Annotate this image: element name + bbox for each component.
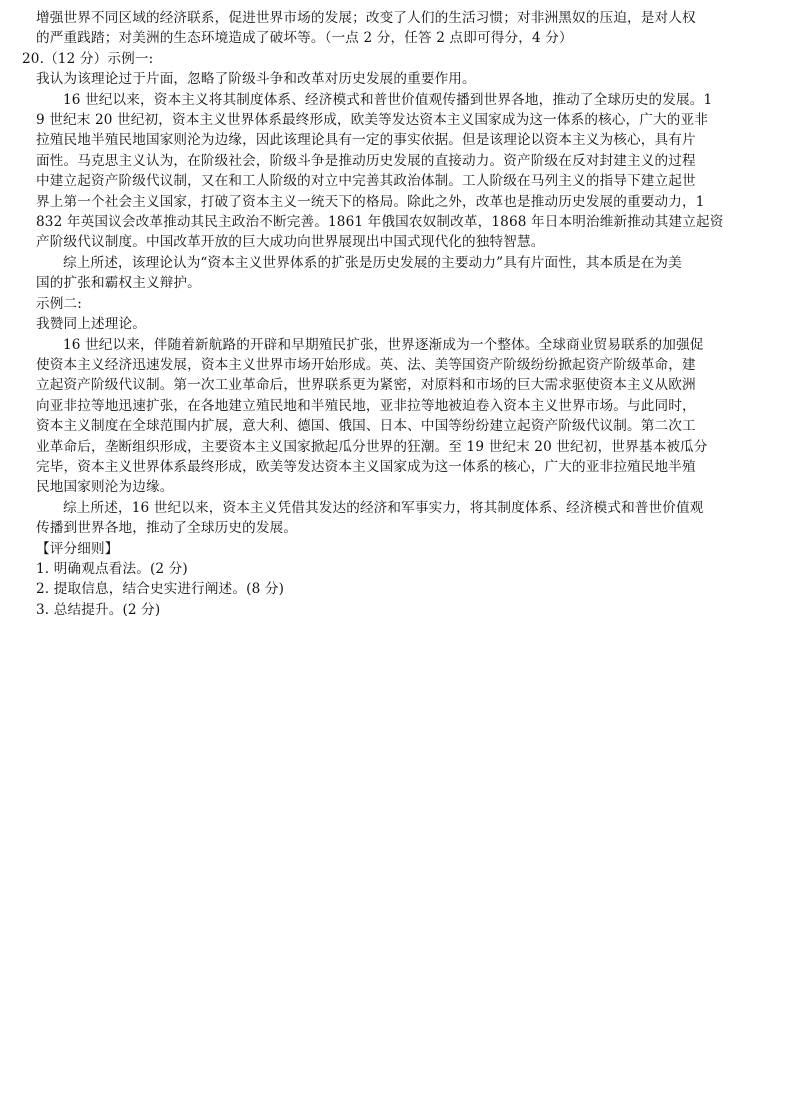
question-heading: 20.（12 分）示例一: [22,50,154,67]
text-line: 的严重践踏；对美洲的生态环境造成了破坏等。（一点 2 分，任答 2 点即可得分，4 分） [36,30,573,47]
text-line: 界上第一个社会主义国家，打破了资本主义一统天下的格局。除此之外，改革也是推动历史发展的重要动力，1 [36,193,705,210]
example-heading: 示例二: [36,295,82,312]
text-line: 综上所述，该理论认为“资本主义世界体系的扩张是历史发展的主要动力”具有片面性，其本质是在为美 [63,254,682,271]
scoring-item: 2. 提取信息，结合史实进行阐述。(8 分) [36,581,285,598]
text-line: 中建立起资产阶级代议制，又在和工人阶级的对立中完善其政治体制。工人阶级在马列主义的指导下建立起世 [36,173,696,190]
text-line: 9 世纪末 20 世纪初，资本主义世界体系最终形成，欧美等发达资本主义国家成为这一体系的核心，广大的亚非 [36,112,709,129]
scoring-item: 3. 总结提升。(2 分) [36,601,161,618]
text-line: 面性。马克思主义认为，在阶级社会，阶级斗争是推动历史发展的直接动力。资产阶级在反对封建主义的过程 [36,152,696,169]
text-line: 增强世界不同区域的经济联系，促进世界市场的发展；改变了人们的生活习惯；对非洲黑奴的压迫，是对人权 [36,10,696,26]
text-line: 我赞同上述理论。 [36,316,146,333]
text-line: 资本主义制度在全球范围内扩展，意大利、德国、俄国、日本、中国等纷纷建立起资产阶级代议制。第二次工 [36,418,696,435]
text-line: 我认为该理论过于片面，忽略了阶级斗争和改革对历史发展的重要作用。 [36,71,476,88]
text-line: 向亚非拉等地迅速扩张，在各地建立殖民地和半殖民地，亚非拉等地被迫卷入资本主义世界市场。与此同时， [36,397,696,414]
text-line: 立起资产阶级代议制。第一次工业革命后，世界联系更为紧密，对原料和市场的巨大需求驱使资本主义从欧洲 [36,377,696,394]
text-line: 使资本主义经济迅速发展，资本主义世界市场开始形成。英、法、美等国资产阶级纷纷掀起资产阶级革命，建 [36,356,696,373]
text-line: 16 世纪以来，伴随着新航路的开辟和早期殖民扩张，世界逐渐成为一个整体。全球商业贸易联系的加强促 [63,336,704,353]
text-line: 832 年英国议会改革推动其民主政治不断完善。1861 年俄国农奴制改革，1868 年日本明治维新推动其建立起资 [36,214,724,231]
text-line: 产阶级代议制度。中国改革开放的巨大成功向世界展现出中国式现代化的独特智慧。 [36,234,545,251]
text-line: 16 世纪以来，资本主义将其制度体系、经济模式和普世价值观传播到世界各地，推动了全球历史的发展。1 [63,91,713,108]
text-line: 民地国家则沦为边缘。 [36,479,174,496]
scoring-item: 1. 明确观点看法。(2 分) [36,560,188,577]
text-line: 传播到世界各地，推动了全球历史的发展。 [36,520,298,537]
scoring-heading: 【评分细则】 [36,540,119,557]
text-line: 完毕，资本主义世界体系最终形成，欧美等发达资本主义国家成为这一体系的核心，广大的亚非拉殖民地半殖 [36,458,696,475]
text-line: 综上所述，16 世纪以来，资本主义凭借其发达的经济和军事实力，将其制度体系、经济模式和普世价值观 [63,499,704,516]
text-line: 拉殖民地半殖民地国家则沦为边缘，因此该理论具有一定的事实依据。但是该理论以资本主义为核心，具有片 [36,132,696,149]
text-line: 国的扩张和霸权主义辩护。 [36,275,201,292]
text-line: 业革命后，垄断组织形成，主要资本主义国家掀起瓜分世界的狂潮。至 19 世纪末 20 世纪初，世界基本被瓜分 [36,438,708,455]
answer-document [22,8,776,620]
